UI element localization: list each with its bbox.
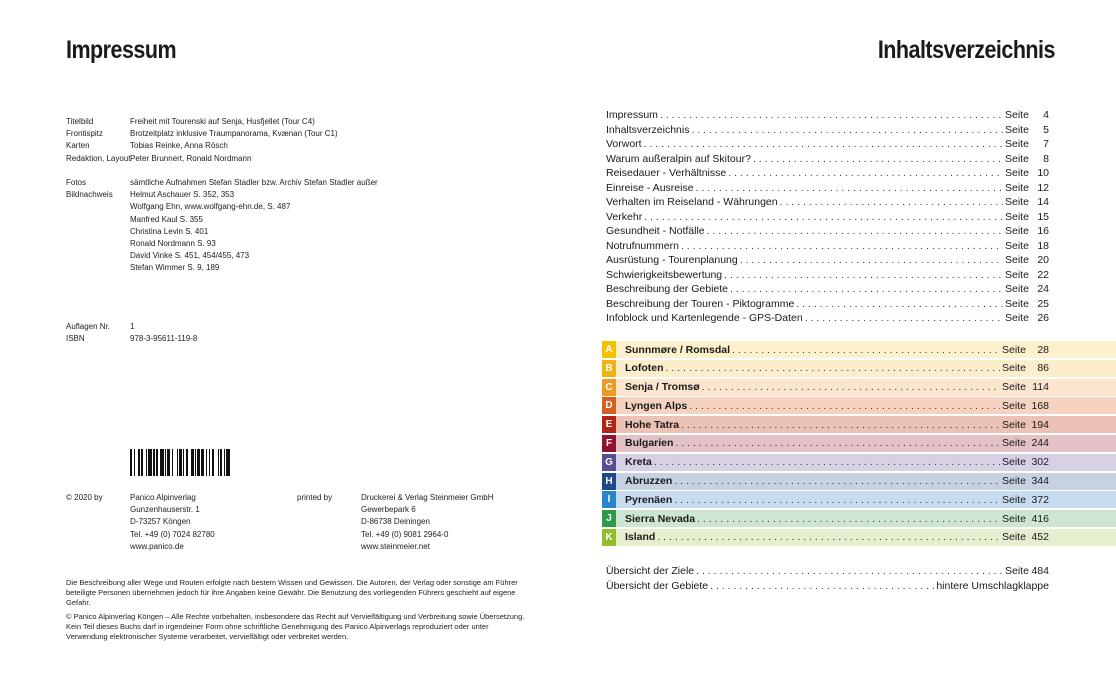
region-title: Island — [625, 531, 656, 544]
page-number: 14 — [1037, 196, 1049, 208]
region-letter-badge: C — [602, 379, 616, 396]
toc-entry[interactable] — [606, 167, 1049, 182]
region-title: Lyngen Alps — [625, 399, 688, 412]
leader-dots — [644, 211, 1003, 223]
kv-key — [66, 262, 130, 274]
toc-entry[interactable] — [606, 312, 1049, 327]
leader-dots — [796, 298, 1003, 310]
kv-value: 1 — [130, 322, 135, 331]
appendix-list — [606, 565, 1049, 594]
address-line: D-73257 Köngen — [130, 517, 191, 527]
printer-label — [297, 492, 332, 504]
barcode-icon — [130, 449, 260, 476]
page-number: 22 — [1037, 268, 1049, 281]
photo-credits — [66, 177, 378, 275]
seite-label: Seite — [1002, 475, 1026, 488]
address-line: D-86738 Deiningen — [361, 517, 430, 527]
leader-dots — [724, 269, 1003, 281]
region-title: Lofoten — [625, 362, 664, 375]
leader-dots — [732, 344, 1000, 356]
leader-dots — [753, 153, 1003, 165]
region-letter-badge: G — [602, 454, 616, 471]
page-number: 416 — [1031, 512, 1049, 525]
region-letter-badge: F — [602, 435, 616, 452]
kv-row — [66, 333, 197, 345]
kv-value: Freiheit mit Tourenski auf Senja, Husfjellet (Tour C4) — [130, 117, 315, 126]
region-entry[interactable] — [602, 397, 1116, 414]
toc-entry-title: Infoblock und Kartenlegende - GPS-Daten — [606, 312, 803, 324]
kv-value: sämtliche Aufnahmen Stefan Stadler bzw. Archiv Stefan Stadler außer — [130, 178, 378, 187]
seite-label: Seite — [1005, 109, 1029, 121]
page-number: 452 — [1031, 531, 1049, 544]
page-number: 12 — [1037, 181, 1049, 194]
kv-key — [66, 238, 130, 250]
leader-dots — [707, 225, 1003, 237]
copyright-text: © Panico Alpinverlag Köngen – Alle Rechte vorbehalten, insbesondere das Recht auf Vervielfältigung und Verbreitung sowie Übersetzung. Kein Teil dieses Buchs darf in irgendeiner Form ohne schriftliche Genehmigung des Panico Alpinverlags reproduziert oder unter Verwendung elektronischer Systeme verarbeitet, vervielfältigt oder verbreitet werden. — [66, 611, 525, 642]
kv-key — [66, 201, 130, 213]
page-number: 244 — [1031, 437, 1049, 450]
page-number: 372 — [1031, 493, 1049, 506]
address-line: Gunzenhauserstr. 1 — [130, 505, 200, 515]
toc-entry-title: Gesundheit - Notfälle — [606, 225, 705, 237]
kv-key: Redaktion, Layout — [66, 153, 131, 163]
address-line: Panico Alpinverlag — [130, 493, 196, 502]
kv-value: Manfred Kaul S. 355 — [130, 214, 203, 224]
seite-label: Seite — [1005, 123, 1029, 136]
kv-row — [66, 238, 378, 250]
region-title: Pyrenäen — [625, 493, 673, 506]
toc-entry-title: Impressum — [606, 109, 658, 121]
seite-label: Seite — [1002, 343, 1026, 356]
region-letter-badge: A — [602, 341, 616, 358]
seite-label: Seite — [1005, 565, 1029, 577]
leader-dots — [660, 109, 1003, 121]
seite-label: Seite — [1002, 493, 1026, 506]
page-number: 5 — [1043, 123, 1049, 136]
toc-entry-title: Notrufnummern — [606, 239, 679, 252]
address-line: www.steinmeier.net — [361, 541, 430, 551]
leader-dots — [674, 494, 1000, 506]
seite-label: Seite — [1005, 225, 1029, 237]
kv-value: Christina Levin S. 401 — [130, 226, 209, 236]
region-entry[interactable] — [602, 473, 1116, 490]
seite-label: Seite — [1002, 362, 1026, 375]
region-title: Kreta — [625, 456, 652, 469]
kv-row — [66, 140, 338, 152]
page-number: 26 — [1037, 312, 1049, 324]
leader-dots — [681, 419, 1000, 431]
toc-entry[interactable] — [606, 298, 1049, 313]
toc-entry-title: Warum außeralpin auf Skitour? — [606, 152, 751, 165]
page-number: 86 — [1037, 362, 1049, 375]
page-number: 15 — [1037, 210, 1049, 223]
toc-entry-title: Verkehr — [606, 210, 643, 223]
region-title: Sierra Nevada — [625, 512, 696, 525]
seite-label: Seite — [1005, 196, 1029, 208]
kv-key — [66, 250, 130, 262]
kv-key: Fotos — [66, 178, 87, 187]
toc-entry-title: Beschreibung der Touren - Piktogramme — [606, 297, 795, 310]
edition-block — [66, 321, 197, 345]
leader-dots — [675, 437, 1000, 449]
region-letter-badge: K — [602, 529, 616, 546]
page-number: 20 — [1037, 254, 1049, 266]
toc-entry-title: Ausrüstung - Tourenplanung — [606, 254, 738, 266]
appendix-title: Übersicht der Ziele — [606, 565, 695, 577]
kv-key — [66, 214, 130, 226]
toc-entry[interactable] — [606, 153, 1049, 168]
appendix-entry[interactable] — [606, 580, 1049, 595]
seite-label: Seite — [1005, 181, 1029, 194]
seite-label: Seite — [1005, 138, 1029, 150]
publisher-address — [130, 492, 215, 553]
kv-value: David Vinke S. 451, 454/455, 473 — [130, 251, 250, 261]
kv-key: Bildnachweis — [66, 190, 113, 200]
page-reference: hintere Umschlagklappe — [936, 579, 1049, 592]
leader-dots — [681, 240, 1003, 252]
page-number: 8 — [1043, 152, 1049, 165]
leader-dots — [805, 312, 1003, 324]
page-number: 28 — [1037, 343, 1049, 356]
kv-row — [66, 262, 378, 274]
page-number: 344 — [1031, 475, 1049, 488]
kv-key: Titelbild — [66, 117, 94, 126]
appendix-entry[interactable] — [606, 565, 1049, 580]
region-letter-badge: E — [602, 416, 616, 433]
kv-key: ISBN — [66, 334, 85, 344]
region-letter-badge: J — [602, 510, 616, 527]
kv-value: Stefan Wimmer S. 9, 189 — [130, 263, 220, 273]
seite-label: Seite — [1005, 283, 1029, 295]
toc-entry-title: Schwierigkeitsbewertung — [606, 268, 723, 281]
page-number: 16 — [1037, 225, 1049, 237]
leader-dots — [702, 381, 1000, 393]
leader-dots — [654, 456, 1000, 468]
toc-entry-title: Inhaltsverzeichnis — [606, 123, 690, 136]
leader-dots — [644, 138, 1003, 150]
meta-block — [66, 116, 338, 165]
kv-value: Ronald Nordmann S. 93 — [130, 239, 216, 249]
kv-row — [66, 128, 338, 140]
region-title: Bulgarien — [625, 437, 674, 450]
toc-entry[interactable] — [606, 240, 1049, 255]
printer-address — [361, 492, 494, 553]
region-title: Hohe Tatra — [625, 418, 680, 431]
leader-dots — [674, 475, 1000, 487]
appendix-title: Übersicht der Gebiete — [606, 579, 709, 592]
page-number: 7 — [1043, 138, 1049, 150]
seite-label: Seite — [1002, 456, 1026, 469]
address-line: Tel. +49 (0) 7024 82780 — [130, 529, 215, 539]
seite-label: Seite — [1002, 381, 1026, 394]
seite-label: Seite — [1005, 167, 1029, 179]
toc-entry[interactable] — [606, 283, 1049, 298]
toc-page — [558, 0, 1116, 696]
toc-entry-title: Vorwort — [606, 138, 642, 150]
toc-entry[interactable] — [606, 211, 1049, 226]
kv-row — [66, 153, 338, 165]
region-entry[interactable] — [602, 454, 1116, 471]
kv-key: Karten — [66, 141, 90, 151]
kv-value: 978-3-95611-119-8 — [130, 334, 198, 344]
region-letter-badge: D — [602, 397, 616, 414]
toc-entry[interactable] — [606, 138, 1049, 153]
toc-entry-title: Beschreibung der Gebiete — [606, 283, 728, 295]
seite-label: Seite — [1005, 239, 1029, 252]
seite-label: Seite — [1005, 210, 1029, 223]
region-entry[interactable] — [602, 491, 1116, 508]
kv-row — [66, 116, 338, 128]
region-letter-badge: H — [602, 473, 616, 490]
legal-notice — [66, 578, 526, 645]
page-number: 114 — [1032, 381, 1049, 394]
seite-label: Seite — [1005, 268, 1029, 281]
region-title: Sunnmøre / Romsdal — [625, 343, 731, 356]
toc-entry[interactable] — [606, 196, 1049, 211]
disclaimer-text: Die Beschreibung aller Wege und Routen erfolgte nach bestem Wissen und Gewissen. Die Autoren, der Verlag oder sonstige am Führer beteiligte Personen übernehmen jedoch für ihre Angaben keine Gewähr. Die Benutzung des vorliegenden Führers geschieht auf eigene Gefahr. — [66, 578, 518, 608]
page-number: 4 — [1043, 109, 1049, 121]
kv-value: Wolfgang Ehn, www.wolfgang-ehn.de, S. 487 — [130, 202, 291, 212]
kv-row — [66, 201, 378, 213]
printer-label-text: printed by — [297, 493, 333, 502]
leader-dots — [728, 167, 1003, 179]
leader-dots — [697, 513, 1000, 525]
page-number: 25 — [1037, 297, 1049, 310]
leader-dots — [696, 565, 1003, 577]
leader-dots — [689, 400, 1000, 412]
region-title: Abruzzen — [625, 475, 673, 488]
page-number: 302 — [1031, 456, 1049, 469]
kv-key: Auflagen Nr. — [66, 322, 111, 331]
region-entry[interactable] — [602, 529, 1116, 546]
toc-entry[interactable] — [606, 182, 1049, 197]
toc-entry-title: Verhalten im Reiseland - Währungen — [606, 196, 778, 208]
region-title: Senja / Tromsø — [625, 381, 700, 394]
leader-dots — [696, 182, 1003, 194]
page-number: 24 — [1037, 283, 1049, 295]
publisher-label — [66, 492, 103, 504]
seite-label: Seite — [1005, 312, 1029, 324]
leader-dots — [657, 531, 1000, 543]
kv-value: Brotzeitplatz inklusive Traumpanorama, Kvænan (Tour C1) — [130, 129, 338, 139]
toc-entry[interactable] — [606, 109, 1049, 124]
address-line: www.panico.de — [130, 541, 184, 551]
kv-row — [66, 177, 378, 189]
kv-row — [66, 189, 378, 201]
kv-key — [66, 226, 130, 238]
seite-label: Seite — [1002, 531, 1026, 544]
seite-label: Seite — [1005, 297, 1029, 310]
toc-entry[interactable] — [606, 225, 1049, 240]
region-entry[interactable] — [602, 341, 1116, 358]
region-entry[interactable] — [602, 416, 1116, 433]
leader-dots — [730, 283, 1003, 295]
seite-label: Seite — [1005, 152, 1029, 165]
page-number: 484 — [1031, 565, 1049, 577]
region-list — [602, 341, 1116, 548]
toc-entry[interactable] — [606, 269, 1049, 284]
region-entry[interactable] — [602, 379, 1116, 396]
kv-key: Frontispitz — [66, 129, 103, 139]
impressum-title: Impressum — [66, 36, 177, 64]
region-entry[interactable] — [602, 510, 1116, 527]
seite-label: Seite — [1002, 437, 1026, 450]
toc-entry[interactable] — [606, 254, 1049, 269]
toc-title: Inhaltsverzeichnis — [877, 36, 1055, 64]
page-number: 194 — [1031, 418, 1049, 431]
leader-dots — [780, 196, 1003, 208]
kv-row — [66, 321, 197, 333]
address-line: Tel. +49 (0) 9081 2964-0 — [361, 529, 449, 539]
region-entry[interactable] — [602, 360, 1116, 377]
seite-label: Seite — [1005, 254, 1029, 266]
kv-row — [66, 226, 378, 238]
publisher-label-text: © 2020 by — [66, 493, 103, 502]
toc-list — [606, 109, 1049, 327]
seite-label: Seite — [1002, 399, 1026, 412]
kv-value: Peter Brunnert, Ronald Nordmann — [130, 153, 252, 163]
leader-dots — [740, 254, 1003, 266]
kv-row — [66, 214, 378, 226]
toc-entry-title: Reisedauer - Verhältnisse — [606, 167, 727, 179]
address-line: Gewerbepark 6 — [361, 505, 416, 515]
leader-dots — [710, 580, 934, 592]
page-number: 18 — [1037, 239, 1049, 252]
toc-entry[interactable] — [606, 124, 1049, 139]
leader-dots — [691, 124, 1003, 136]
region-entry[interactable] — [602, 435, 1116, 452]
leader-dots — [666, 362, 1001, 374]
address-line: Druckerei & Verlag Steinmeier GmbH — [361, 493, 494, 502]
region-letter-badge: B — [602, 360, 616, 377]
page-number: 10 — [1037, 167, 1049, 179]
kv-row — [66, 250, 378, 262]
seite-label: Seite — [1002, 512, 1026, 525]
region-letter-badge: I — [602, 491, 616, 508]
toc-entry-title: Einreise - Ausreise — [606, 181, 694, 194]
page-number: 168 — [1031, 399, 1049, 412]
seite-label: Seite — [1002, 418, 1026, 431]
kv-value: Helmut Aschauer S. 352, 353 — [130, 190, 235, 200]
kv-value: Tobias Reinke, Anna Rösch — [130, 141, 228, 151]
